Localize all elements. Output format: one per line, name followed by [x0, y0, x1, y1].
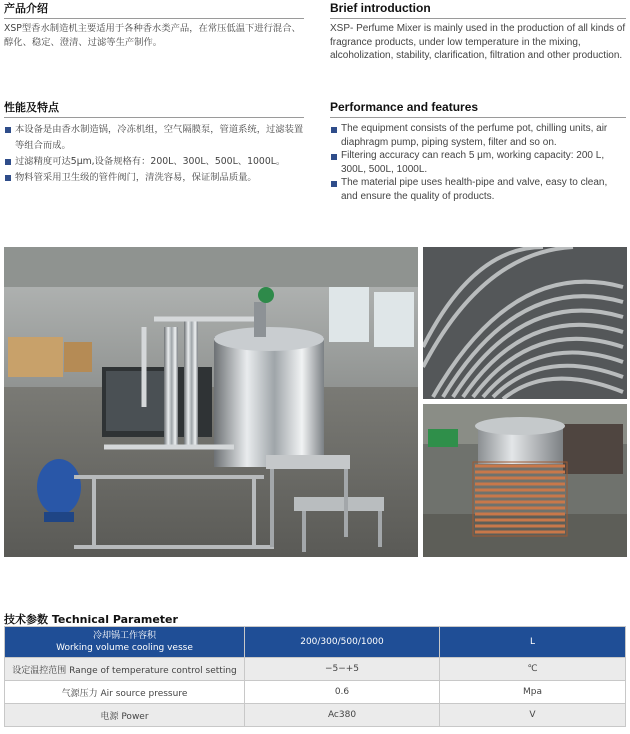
tech-title: 技术参数 Technical Parameter	[4, 613, 178, 626]
list-item: 过滤精度可达5μm,设备规格有：200L、300L、500L、1000L。	[4, 154, 304, 170]
table-cell: L	[440, 627, 626, 658]
row-label-cn: 冷却锅工作容积	[92, 631, 156, 641]
table-row	[5, 681, 626, 704]
tech-table	[4, 626, 626, 727]
table-row	[5, 658, 626, 681]
cn-intro-body: XSP型香水制造机主要适用于各种香水类产品，在常压低温下进行混合、醇化、稳定、澄清、过滤等生产制作。	[4, 23, 301, 48]
en-features-section	[330, 101, 626, 203]
english-column	[330, 2, 626, 63]
cn-features-title: 性能及特点	[4, 101, 304, 118]
table-cell: 200/300/500/1000	[245, 627, 440, 658]
row-label-cn: 电源	[100, 711, 119, 722]
cn-features-list	[4, 122, 304, 186]
table-cell: −5−+5	[245, 658, 440, 681]
en-intro-title: Brief introduction	[330, 2, 626, 19]
list-item: The material pipe uses health-pipe and valve, easy to clean, and ensure the quality of products.	[330, 176, 626, 203]
table-cell	[5, 704, 245, 727]
cn-features-section	[4, 101, 304, 186]
en-intro-body: XSP- Perfume Mixer is mainly used in the production of all kinds of fragrance products, under low temperature in the mixing, alcoholization, stability, clarification, filtration and other production.	[330, 23, 626, 61]
chinese-column	[4, 2, 304, 50]
table-cell: Ac380	[245, 704, 440, 727]
table-cell	[5, 658, 245, 681]
en-features-list	[330, 122, 626, 203]
table-cell: V	[440, 704, 626, 727]
row-label-en: Power	[121, 711, 149, 722]
vessel-photo	[423, 404, 627, 557]
cn-intro-title: 产品介绍	[4, 2, 304, 19]
table-cell: Mpa	[440, 681, 626, 704]
row-label-en: Range of temperature control setting	[69, 665, 237, 676]
table-row	[5, 704, 626, 727]
list-item: 物料管采用卫生级的管件阀门，清洗容易，保证制品质量。	[4, 170, 304, 186]
row-label-cn: 设定温控范围	[12, 665, 67, 676]
table-cell: 0.6	[245, 681, 440, 704]
table-cell	[5, 681, 245, 704]
table-row	[5, 627, 626, 658]
list-item: 本设备是由香水制造锅，冷冻机组，空气隔膜泵，管道系统，过滤装置等组合而成。	[4, 122, 304, 154]
coil-photo	[423, 247, 627, 399]
list-item: Filtering accuracy can reach 5 μm, working capacity: 200 L, 300L, 500L, 1000L.	[330, 149, 626, 176]
table-cell	[5, 627, 245, 658]
list-item: The equipment consists of the perfume pot, chilling units, air diaphragm pump, piping system, filter and so on.	[330, 122, 626, 149]
row-label-en: Working volume cooling vesse	[56, 643, 193, 653]
row-label-cn: 气源压力	[61, 688, 98, 699]
table-cell: ℃	[440, 658, 626, 681]
en-features-title: Performance and features	[330, 101, 626, 118]
machine-photo	[4, 247, 418, 557]
row-label-en: Air source pressure	[100, 688, 188, 699]
